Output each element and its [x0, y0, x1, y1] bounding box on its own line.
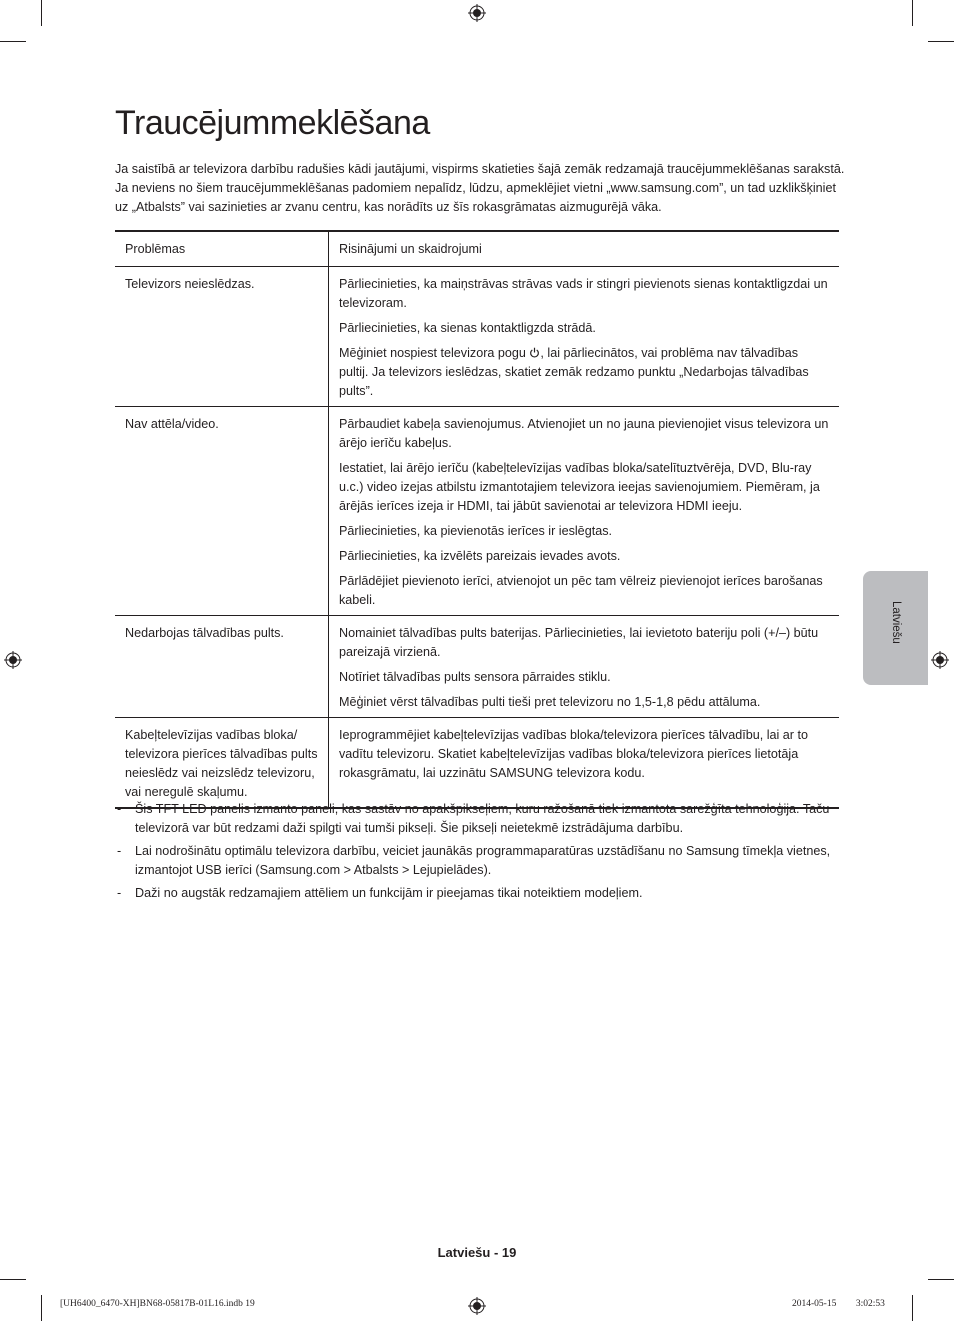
table-row — [115, 407, 839, 616]
solution-item: Pārlādējiet pievienoto ierīci, atvienojot un pēc tam vēlreiz pievienojot ierīces barošanas kabeli. — [339, 574, 823, 607]
troubleshooting-table — [115, 230, 839, 809]
note-item — [115, 800, 839, 838]
note-bullet: - — [117, 886, 122, 900]
crop-mark — [912, 1295, 913, 1321]
crop-mark — [912, 0, 913, 26]
solution-item: Nomainiet tālvadības pults baterijas. Pārliecinieties, lai ievietoto bateriju poli (+/–) būtu pareizajā virzienā. — [339, 626, 819, 659]
crop-mark — [928, 41, 954, 42]
solution-item: Pārliecinieties, ka pievienotās ierīces ir ieslēgtas. — [339, 524, 612, 538]
solution-text: Mēģiniet nospiest televizora pogu — [339, 346, 530, 360]
registration-mark-icon — [468, 4, 486, 22]
solution-text: , lai pārliecinātos, vai problēma nav tālvadības pultij. Ja televizors ieslēdzas, skatiet zemāk redzamo punktu „Nedarbojas tālvadības pults”. — [339, 346, 809, 398]
power-icon — [529, 347, 540, 358]
date-slug: 2014-05-15 ￿￿ 3:02:53 — [792, 1299, 885, 1309]
solution-cell — [329, 267, 840, 407]
table-row — [115, 616, 839, 718]
registration-mark-icon — [4, 651, 22, 669]
note-item — [115, 842, 839, 880]
page-number: Latviešu - 19 — [437, 1245, 517, 1260]
solution-item: Iestatiet, lai ārējo ierīču (kabeļtelevīzijas vadības bloka/satelītuztvērēja, DVD, Blu-ray u.c.) video izejas atbilstu izmantotajiem televizora ieejas savienojumiem. Piemēram, ja ārējās ierīces izeja ir HDMI, tai jābūt savienotai ar televizora HDMI ieeju. — [339, 461, 820, 513]
crop-mark — [0, 41, 26, 42]
header-problems: Problēmas — [115, 231, 329, 267]
note-text: Daži no augstāk redzamajiem attēliem un funkcijām ir pieejamas tikai noteiktiem modeļiem. — [135, 886, 643, 900]
solution-item: Pārliecinieties, ka sienas kontaktligzda strādā. — [339, 321, 596, 335]
registration-mark-icon — [468, 1297, 486, 1315]
intro-paragraph: Ja saistībā ar televizora darbību radušies kādi jautājumi, vispirms skatieties šajā zemāk redzamajā traucējummeklēšanas sarakstā. Ja neviens no šiem traucējummeklēšanas padomiem nepalīdz, lūdzu, apmeklējiet vietni „www.samsung.com”, un tad uzklikšķiniet uz „Atbalsts” vai sazinieties ar zvanu centru, kas norādīts uz šīs rokasgrāmatas aizmugurējā vāka. — [115, 162, 845, 214]
header-solutions: Risinājumi un skaidrojumi — [329, 231, 840, 267]
solution-item: Notīriet tālvadības pults sensora pārraides stiklu. — [339, 670, 611, 684]
solution-item — [339, 344, 829, 401]
solution-cell — [329, 616, 840, 718]
note-item — [115, 884, 839, 903]
notes-list — [115, 800, 839, 907]
solution-item: Pārliecinieties, ka maiņstrāvas strāvas vads ir stingri pievienots sienas kontaktligzdai un televizoram. — [339, 277, 828, 310]
solution-item: Ieprogrammējiet kabeļtelevīzijas vadības bloka/televizora pierīces tālvadību, lai ar to vadītu televizoru. Skatiet kabeļtelevīzijas vadības bloka/televizora pierīces lietotāja rokasgrāmatu, lai uzzinātu SAMSUNG televizora kodu. — [339, 728, 809, 780]
problem-cell: Televizors neieslēdzas. — [115, 267, 329, 407]
solution-item: Pārbaudiet kabeļa savienojumus. Atvienojiet un no jauna pievienojiet visus televizora un ārējo ierīču kabeļus. — [339, 417, 829, 450]
table-row — [115, 267, 839, 407]
language-side-tab — [863, 571, 928, 685]
problem-cell: Nav attēla/video. — [115, 407, 329, 616]
problem-cell: Nedarbojas tālvadības pults. — [115, 616, 329, 718]
solution-cell — [329, 407, 840, 616]
note-text: Šis TFT LED panelis izmanto paneli, kas sastāv no apakšpikseļiem, kuru ražošanā tiek izmantota sarežģīta tehnoloģija. Taču televizorā var būt redzami daži spilgti vai tumši pikseļi. Šie pikseļi neietekmē izstrādājuma darbību. — [135, 802, 830, 835]
solution-cell — [329, 718, 840, 809]
note-text: Lai nodrošinātu optimālu televizora darbību, veiciet jaunākās programmaparatūras uzstādīšanu no Samsung tīmekļa vietnes, izmantojot USB ierīci (Samsung.com > Atbalsts > Lejupielādes). — [135, 844, 831, 877]
crop-mark — [41, 0, 42, 26]
crop-mark — [41, 1295, 42, 1321]
table-row — [115, 718, 839, 809]
solution-item: Pārliecinieties, ka izvēlēts pareizais ievades avots. — [339, 549, 621, 563]
crop-mark — [928, 1279, 954, 1280]
file-slug: [UH6400_6470-XH]BN68-05817B-01L16.indb 19 — [60, 1299, 255, 1309]
crop-mark — [0, 1279, 26, 1280]
side-tab-label: Latviešu — [890, 601, 902, 644]
note-bullet: - — [117, 844, 122, 858]
registration-mark-icon — [931, 651, 949, 669]
solution-item: Mēģiniet vērst tālvadības pulti tieši pret televizoru no 1,5-1,8 pēdu attāluma. — [339, 695, 761, 709]
page-title: Traucējummeklēšana — [115, 104, 430, 142]
problem-cell: Kabeļtelevīzijas vadības bloka/ televizora pierīces tālvadības pults neieslēdz vai neizslēdz televizoru, vai neregulē skaļumu. — [115, 718, 329, 809]
note-bullet: - — [117, 802, 122, 816]
table-header-row — [115, 231, 839, 267]
